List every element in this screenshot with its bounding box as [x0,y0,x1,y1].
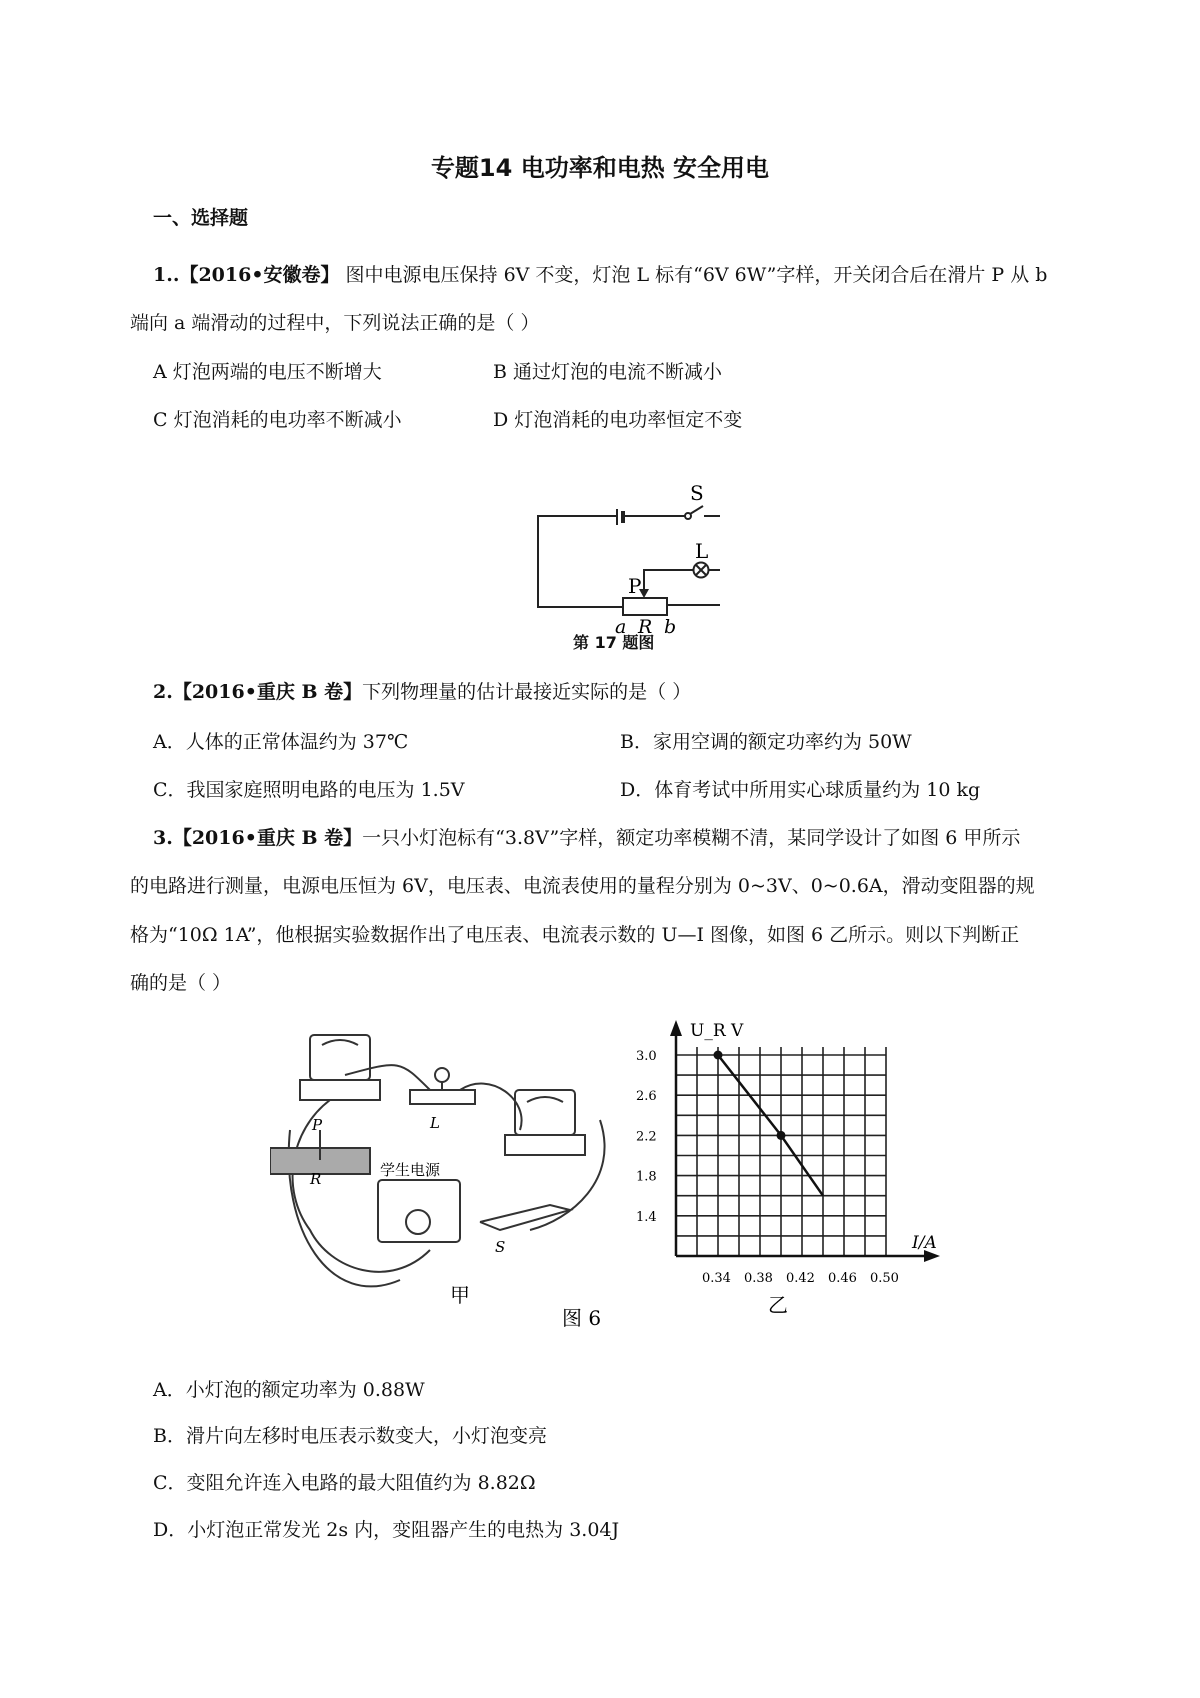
q3-option-a: A．小灯泡的额定功率为 0.88W [153,1379,425,1401]
q1-text: 图中电源电压保持 6V 不变，灯泡 L 标有“6V 6W”字样，开关闭合后在滑片 P 从 b [345,264,1048,286]
q1-option-d: D 灯泡消耗的电功率恒定不变 [493,409,743,431]
question-3-line2: 的电路进行测量，电源电压恒为 6V，电压表、电流表使用的量程分别为 0~3V、0~0.6A，滑动变阻器的规 [130,875,1035,897]
page-title: 专题14 电功率和电热 安全用电 [430,154,770,182]
q3-option-d: D．小灯泡正常发光 2s 内，变阻器产生的电热为 3.04J [153,1519,620,1541]
q3-source: 3.【2016•重庆 B 卷】 [153,827,363,849]
y-tick-label: 2.6 [636,1089,657,1105]
series-line [718,1055,823,1196]
q1-option-a: A 灯泡两端的电压不断增大 [153,361,382,383]
y-tick-label: 1.4 [636,1209,657,1225]
y-tick-label: 2.2 [636,1129,657,1145]
q1-option-b: B 通过灯泡的电流不断减小 [493,361,723,383]
question-3-line3: 格为“10Ω 1A”，他根据实验数据作出了电压表、电流表示数的 U—I 图像，如图 6 乙所示。则以下判断正 [130,924,1020,946]
q2-option-c: C．我国家庭照明电路的电压为 1.5V [153,779,465,801]
data-point [777,1131,786,1140]
q2-option-b: B．家用空调的额定功率约为 50W [620,731,912,753]
q3-text-1: 一只小灯泡标有“3.8V”字样，额定功率模糊不清，某同学设计了如图 6 甲所示 [362,827,1021,849]
q3-option-c: C．变阻允许连入电路的最大阻值约为 8.82Ω [153,1472,536,1494]
label-l: L [430,1114,440,1132]
q2-text: 下列物理量的估计最接近实际的是（ ） [362,681,692,703]
label-r: R [638,616,653,638]
section-heading: 一、选择题 [153,207,249,229]
label-a: a [615,616,627,638]
x-tick-label: 0.50 [870,1271,899,1286]
data-point [714,1051,723,1060]
label-power-supply: 学生电源 [380,1161,441,1179]
q2-option-d: D．体育考试中所用实心球质量约为 10 kg [620,779,981,801]
y-axis-arrow [670,1020,682,1036]
label-p: P [628,574,642,598]
q1-figure-caption: 第 17 题图 [573,633,655,652]
figure-6-caption: 图 6 [562,1306,602,1330]
label-b: b [664,616,677,638]
q2-option-a: A．人体的正常体温约为 37℃ [153,731,409,753]
q1-source: 1..【2016•安徽卷】 [153,264,340,286]
x-tick-label: 0.38 [744,1271,773,1286]
label-jia: 甲 [450,1283,470,1307]
label-s: S [690,481,704,505]
y-axis-label: U_R V [690,1021,744,1041]
question-3-line4: 确的是（ ） [130,972,232,994]
y-tick-label: 1.8 [636,1169,657,1185]
label-r: R [310,1170,322,1188]
y-tick-label: 3.0 [636,1049,657,1064]
x-tick-label: 0.42 [786,1271,815,1286]
x-tick-label: 0.46 [828,1271,857,1286]
label-yi: 乙 [768,1293,788,1317]
x-tick-label: 0.34 [702,1271,731,1286]
label-l: L [695,539,709,563]
q3-option-b: B．滑片向左移时电压表示数变大，小灯泡变亮 [153,1425,547,1447]
x-axis-label: I/A [912,1233,937,1253]
label-s: S [495,1238,506,1256]
q2-source: 2.【2016•重庆 B 卷】 [153,681,363,703]
question-1-line2: 端向 a 端滑动的过程中，下列说法正确的是（ ） [130,312,540,334]
label-p: P [312,1116,323,1134]
q1-option-c: C 灯泡消耗的电功率不断减小 [153,409,402,431]
